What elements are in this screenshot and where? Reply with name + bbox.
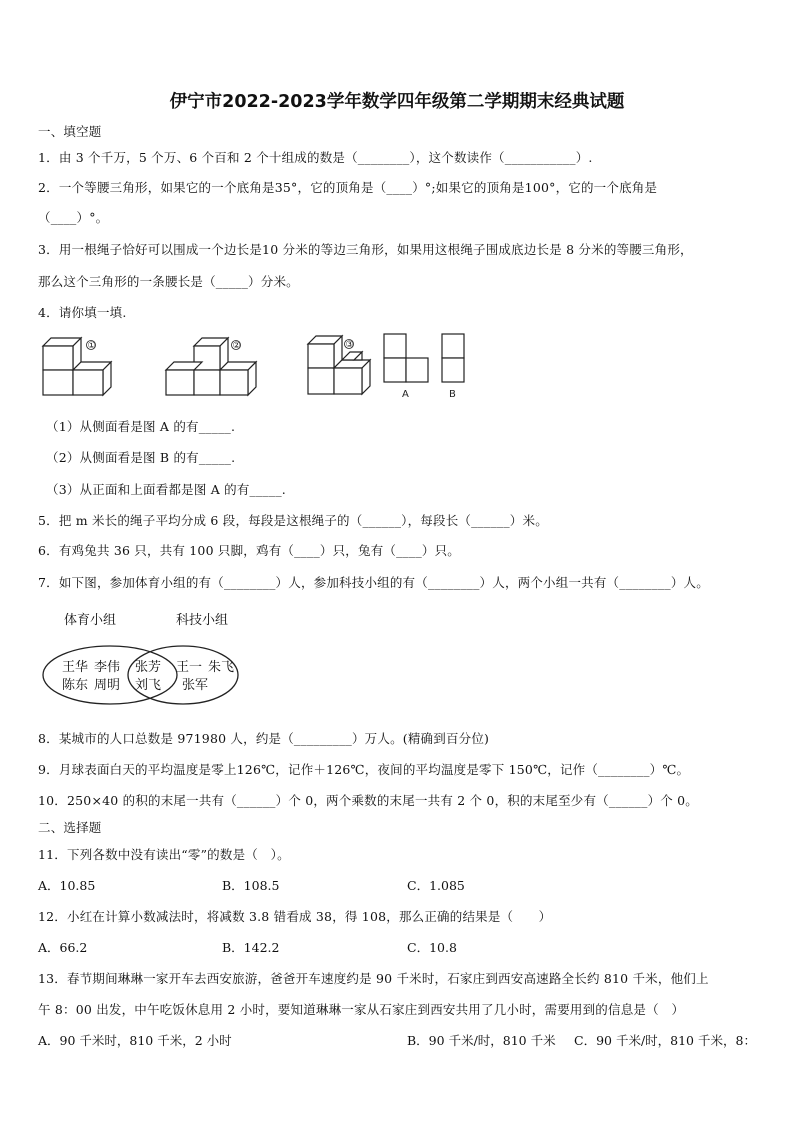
venn-member: 王华	[62, 660, 89, 675]
question-6: 6．有鸡兔共 36 只，共有 100 只脚，鸡有（____）只，兔有（____）只。	[38, 543, 461, 558]
figure-2-number: ②	[232, 341, 241, 351]
venn-left-title: 体育小组	[64, 613, 117, 628]
venn-member: 刘飞	[135, 678, 162, 693]
venn-member: 王一	[176, 660, 203, 675]
question-9: 9．月球表面白天的平均温度是零上126℃，记作＋126℃，夜间的平均温度是零下 150℃，记作（________）℃。	[38, 762, 690, 777]
q11-option-a: A．10.85	[38, 878, 96, 893]
q12-option-c: C．10.8	[407, 940, 457, 955]
q12-option-a: A．66.2	[38, 940, 88, 955]
q11-option-b: B．108.5	[222, 878, 280, 893]
question-1: 1．由 3 个千万，5 个万、6 个百和 2 个十组成的数是（________），这个数读作（___________）.	[38, 150, 593, 165]
q11-option-c: C．1.085	[407, 878, 465, 893]
question-5: 5．把 m 米长的绳子平均分成 6 段，每段是这根绳子的（______），每段长（______）米。	[38, 513, 548, 528]
cube-figure-3	[308, 336, 370, 394]
venn-diagram	[38, 605, 248, 715]
venn-member: 张军	[182, 678, 209, 693]
q12-option-b: B．142.2	[222, 940, 280, 955]
question-4: 4．请你填一填.	[38, 305, 127, 320]
section-heading-fill: 一、填空题	[38, 124, 102, 139]
cube-views-figure	[36, 332, 476, 404]
question-10: 10．250×40 的积的末尾一共有（______）个 0，两个乘数的末尾一共有 2 个 0，积的末尾至少有（______）个 0。	[38, 793, 698, 808]
view-a-label: A	[402, 389, 409, 400]
venn-member: 朱飞	[208, 660, 235, 675]
venn-right-title: 科技小组	[176, 613, 229, 628]
question-4-part-1: （1）从侧面看是图 A 的有_____.	[46, 419, 236, 434]
page-title: 伊宁市2022-2023学年数学四年级第二学期期末经典试题	[169, 92, 625, 112]
question-11: 11．下列各数中没有读出“零”的数是（ ）。	[38, 847, 290, 862]
question-3-line-1: 3．用一根绳子恰好可以围成一个边长是10 分米的等边三角形，如果用这根绳子围成底边长是 8 分米的等腰三角形，	[38, 242, 693, 257]
question-8: 8．某城市的人口总数是 971980 人，约是（_________）万人。(精确到百分位)	[38, 731, 490, 746]
venn-member: 周明	[94, 678, 121, 693]
venn-member: 陈东	[62, 678, 89, 693]
view-b-shape	[442, 334, 464, 382]
question-2-line-1: 2．一个等腰三角形，如果它的一个底角是35°，它的顶角是（____）°;如果它的顶角是100°，它的一个底角是	[38, 180, 658, 195]
question-13-line-2: 午 8：00 出发，中午吃饭休息用 2 小时，要知道琳琳一家从石家庄到西安共用了几小时，需要用到的信息是（ ）	[38, 1002, 685, 1017]
q13-option-b: B．90 千米/时，810 千米	[407, 1033, 556, 1048]
q13-option-c: C．90 千米/时，810 千米，8：	[574, 1033, 756, 1048]
cube-figure-1	[43, 338, 111, 395]
figure-3-number: ③	[345, 340, 354, 350]
question-2-line-2: （____）°。	[38, 210, 109, 225]
view-a-shape	[384, 334, 428, 382]
question-4-part-2: （2）从侧面看是图 B 的有_____.	[46, 450, 236, 465]
question-13-line-1: 13．春节期间琳琳一家开车去西安旅游，爸爸开车速度约是 90 千米时，石家庄到西安高速路全长约 810 千米，他们上	[38, 971, 709, 986]
q13-option-a: A．90 千米时，810 千米，2 小时	[38, 1033, 232, 1048]
venn-left-set	[43, 646, 177, 704]
view-b-label: B	[449, 389, 456, 400]
cube-figure-2	[166, 338, 256, 395]
venn-right-set	[128, 646, 238, 704]
venn-member: 张芳	[135, 660, 162, 675]
figure-1-number: ①	[87, 341, 96, 351]
question-4-part-3: （3）从正面和上面看都是图 A 的有_____.	[46, 482, 286, 497]
section-heading-choice: 二、选择题	[38, 820, 102, 835]
question-12: 12．小红在计算小数减法时，将减数 3.8 错看成 38，得 108，那么正确的结果是（ ）	[38, 909, 552, 924]
venn-member: 李伟	[94, 660, 121, 675]
question-7: 7．如下图，参加体育小组的有（________）人，参加科技小组的有（________）人，两个小组一共有（________）人。	[38, 575, 709, 590]
question-3-line-2: 那么这个三角形的一条腰长是（_____）分米。	[38, 274, 299, 289]
